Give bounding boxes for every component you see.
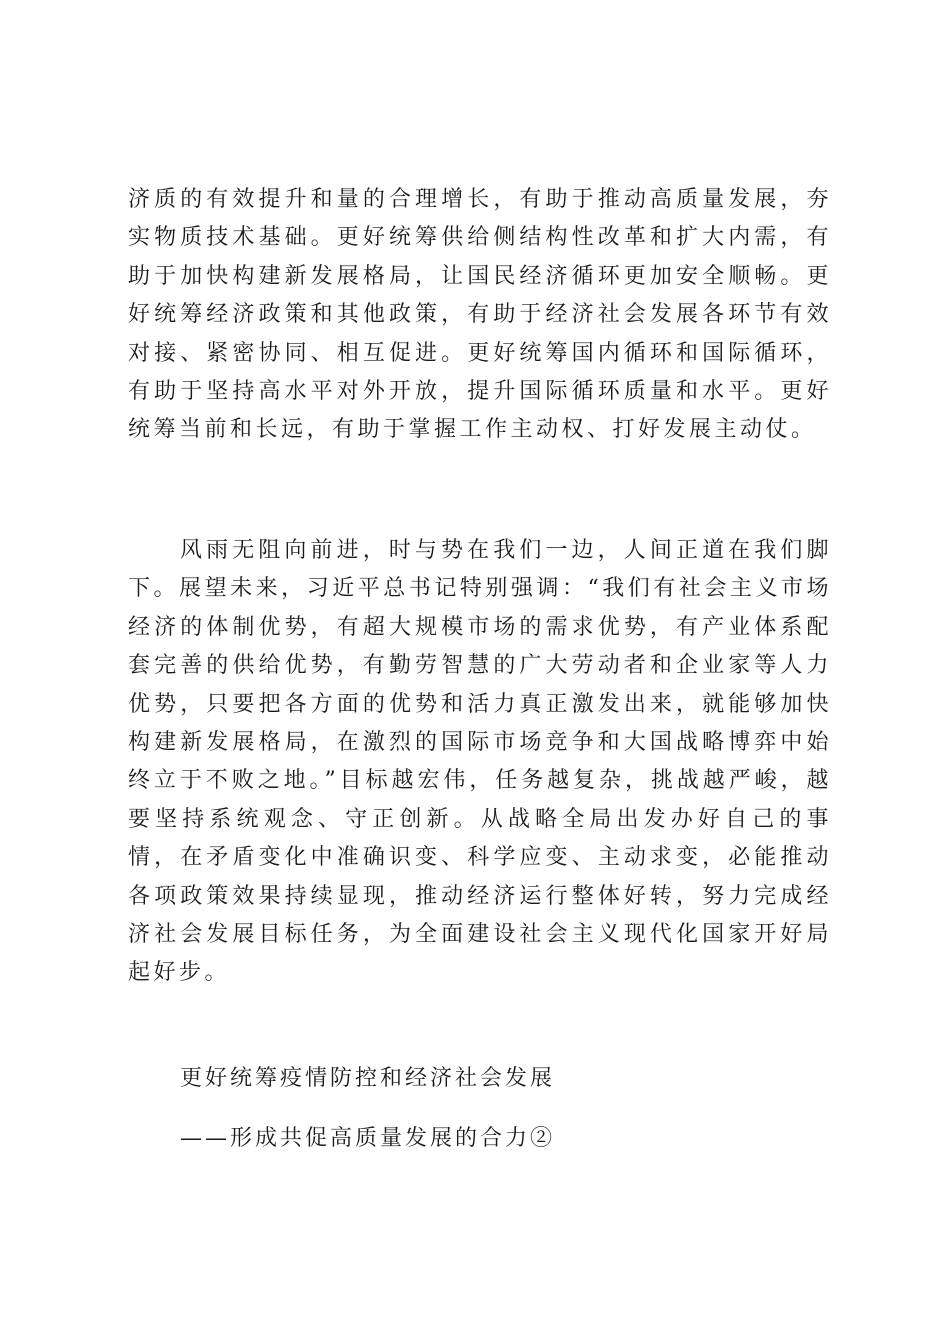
- body-paragraph-1: 济质的有效提升和量的合理增长，有助于推动高质量发展，夯实物质技术基础。更好统筹供给侧结构性改革和扩大内需，有助于加快构建新发展格局，让国民经济循环更加安全顺畅。更好统筹经济政策和其他政策，有助于经济社会发展各环节有效对接、紧密协同、相互促进。更好统筹国内循环和国际循环，有助于坚持高水平对外开放，提升国际循环质量和水平。更好统筹当前和长远，有助于掌握工作主动权、打好发展主动仗。: [128, 187, 832, 443]
- body-paragraph-2: 风雨无阻向前进，时与势在我们一边，人间正道在我们脚下。展望未来，习近平总书记特别强调：“我们有社会主义市场经济的体制优势，有超大规模市场的需求优势，有产业体系配套完善的供给优势，有勤劳智慧的广大劳动者和企业家等人力优势，只要把各方面的优势和活力真正激发出来，就能够加快构建新发展格局，在激烈的国际市场竞争和大国战略博弈中始终立于不败之地。”目标越宏伟，任务越复杂，挑战越严峻，越要坚持系统观念、守正创新。从战略全局出发办好自己的事情，在矛盾变化中准确识变、科学应变、主动求变，必能推动各项政策效果持续显现，推动经济运行整体好转，努力完成经济社会发展目标任务，为全面建设社会主义现代化国家开好局起好步。: [128, 538, 832, 986]
- article-subtitle: ——形成共促高质量发展的合力②: [180, 1126, 556, 1151]
- article-title: 更好统筹疫情防控和经济社会发展: [180, 1066, 556, 1091]
